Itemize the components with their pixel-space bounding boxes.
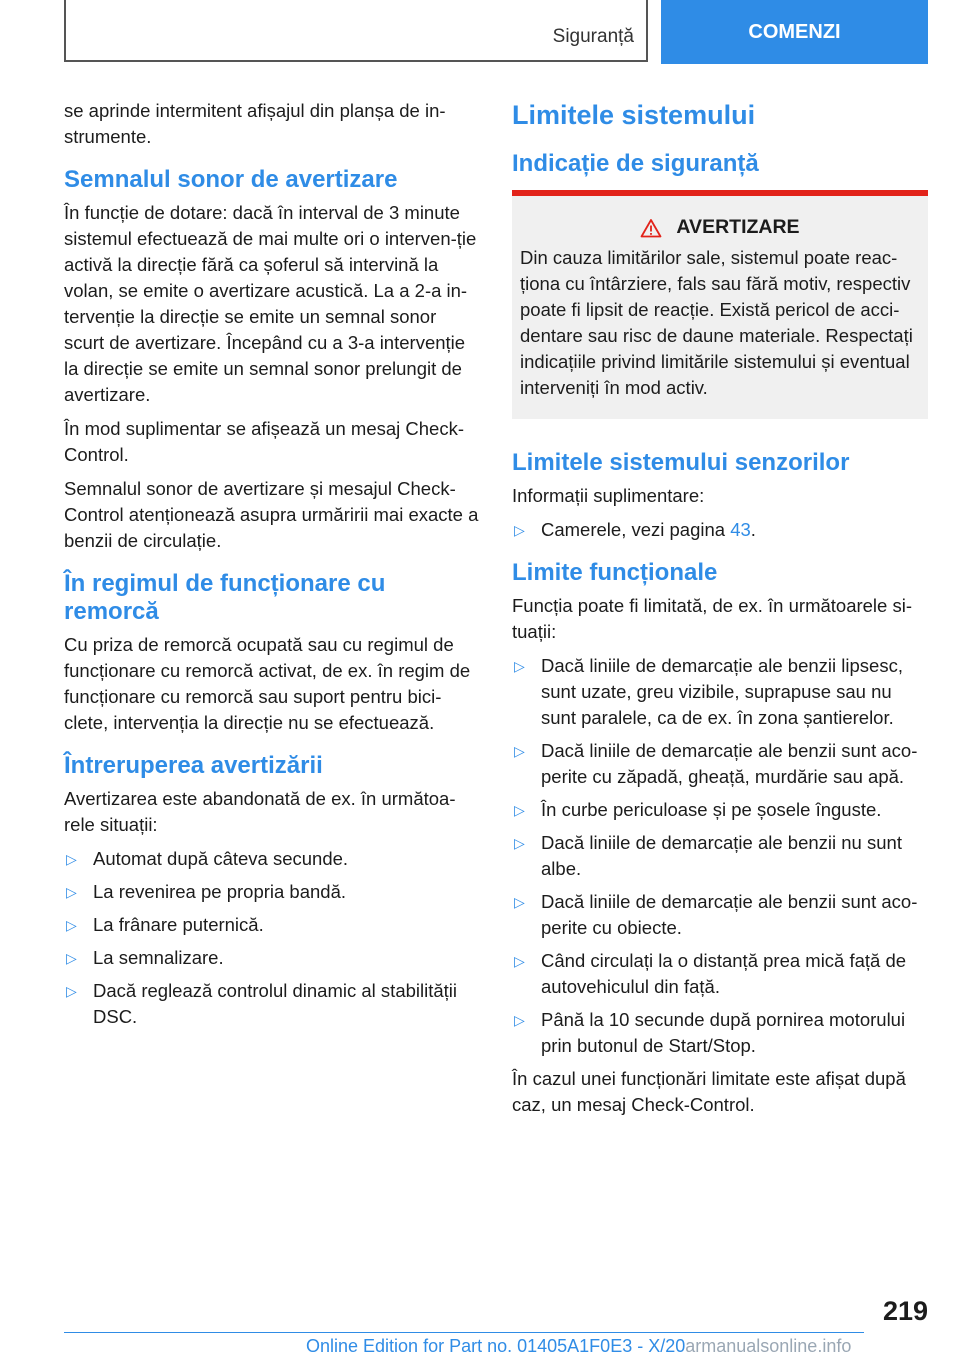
sound-paragraph-1: În funcție de dotare: dacă în interval de 3 minute sistemul efectuează de mai multe ori o interven-ție activă la direcție fără ca șoferul să intervină la volan, se emite o avertizare acustică. La a 2-a in-tervenție la direcție se emite un semnal sonor scurt de avertizare. Începând cu a 3-a intervenție la direcție se emite un semnal sonor prelungit de avertizare. <box>64 202 477 405</box>
list-item <box>512 1007 928 1059</box>
functional-list <box>512 653 928 1059</box>
list-item-text: Până la 10 secunde după pornirea motorului prin butonul de Start/Stop. <box>541 1009 906 1056</box>
footer-edition-text: Online Edition for Part no. 01405A1F0E3 - X/20 <box>306 1336 686 1356</box>
warning-triangle-icon <box>640 218 662 238</box>
triangle-right-icon: ▷ <box>514 953 525 969</box>
trailer-paragraph: Cu priza de remorcă ocupată sau cu regimul de funcționare cu remorcă activat, de ex. în regim de funcționare cu remorcă sau suport pentru bici-clete, intervenția la direcție nu se efectuează. <box>64 634 471 733</box>
list-item-text: La frânare puternică. <box>93 914 264 935</box>
interruption-list <box>64 846 480 1030</box>
warning-title-text: AVERTIZARE <box>676 216 800 238</box>
triangle-right-icon: ▷ <box>514 894 525 910</box>
closing-paragraph: În cazul unei funcționări limitate este afișat după caz, un mesaj Check-Control. <box>512 1068 906 1115</box>
heading-sensor-limits: Limitele sistemului senzorilor <box>512 449 850 476</box>
sound-paragraph-2: În mod suplimentar se afișează un mesaj Check-Control. <box>64 418 464 465</box>
heading-sound-signal: Semnalul sonor de avertizare <box>64 166 398 193</box>
heading-warning-interruption: Întreruperea avertizării <box>64 752 323 779</box>
list-item-text: Dacă reglează controlul dinamic al stabilității DSC. <box>93 980 458 1027</box>
sound-paragraph-3: Semnalul sonor de avertizare și mesajul Check-Control atenționează asupra urmăririi mai exacte a benzii de circulație. <box>64 478 479 551</box>
list-item-punctuation: . <box>750 519 756 540</box>
list-item-text: În curbe periculoase și pe șosele înguste. <box>541 799 882 820</box>
warning-box <box>512 190 928 419</box>
list-item-text: Camerele, vezi pagina <box>541 519 726 540</box>
list-item <box>64 945 480 971</box>
page-number: 219 <box>882 1296 928 1326</box>
page-header <box>64 0 928 64</box>
list-item <box>64 846 480 872</box>
list-item <box>512 948 928 1000</box>
list-item-text: Dacă liniile de demarcație ale benzii sunt aco-perite cu obiecte. <box>541 891 918 938</box>
warning-title <box>520 216 920 239</box>
sensor-list <box>512 517 928 543</box>
list-item-text: La semnalizare. <box>93 947 224 968</box>
list-item <box>512 517 928 543</box>
list-item <box>512 830 928 882</box>
footer-divider <box>64 1332 864 1333</box>
list-item-text: Dacă liniile de demarcație ale benzii nu sunt albe. <box>541 832 902 879</box>
intro-paragraph: se aprinde intermitent afișajul din planșa de in-strumente. <box>64 100 446 147</box>
left-column <box>64 98 480 1037</box>
list-item <box>512 797 928 823</box>
list-item <box>64 912 480 938</box>
triangle-right-icon: ▷ <box>66 950 77 966</box>
right-column <box>512 98 928 1126</box>
triangle-right-icon: ▷ <box>514 835 525 851</box>
list-item <box>64 879 480 905</box>
list-item <box>512 653 928 731</box>
triangle-right-icon: ▷ <box>66 983 77 999</box>
heading-trailer-mode: În regimul de funcționare cu remorcă <box>64 570 386 625</box>
header-section-title: Siguranță <box>552 26 634 47</box>
list-item <box>512 889 928 941</box>
sensor-paragraph: Informații suplimentare: <box>512 485 705 506</box>
triangle-right-icon: ▷ <box>514 522 525 538</box>
triangle-right-icon: ▷ <box>514 743 525 759</box>
page-link[interactable]: 43 <box>730 519 751 540</box>
footer-edition <box>306 1336 926 1357</box>
list-item-text: Automat după câteva secunde. <box>93 848 349 869</box>
heading-functional-limits: Limite funcționale <box>512 559 718 586</box>
triangle-right-icon: ▷ <box>514 1012 525 1028</box>
triangle-right-icon: ▷ <box>514 658 525 674</box>
triangle-right-icon: ▷ <box>66 884 77 900</box>
heading-safety-note: Indicație de siguranță <box>512 150 759 177</box>
interruption-paragraph: Avertizarea este abandonată de ex. în următoa-rele situații: <box>64 788 456 835</box>
triangle-right-icon: ▷ <box>66 917 77 933</box>
warning-text: Din cauza limitărilor sale, sistemul poate reac-ționa cu întârziere, fals sau fără motiv, respectiv poate fi lipsit de reacție. Există pericol de acci-dentare sau risc de daune materiale. Respectați indicațiile privind limitările sistemului și eventual interveniți în mod activ. <box>520 247 913 398</box>
triangle-right-icon: ▷ <box>66 851 77 867</box>
heading-system-limits: Limitele sistemului <box>512 100 756 130</box>
list-item-text: Când circulați la o distanță prea mică față de autovehiculul din față. <box>541 950 907 997</box>
list-item-text: La revenirea pe propria bandă. <box>93 881 347 902</box>
functional-paragraph: Funcția poate fi limitată, de ex. în următoarele si-tuații: <box>512 595 912 642</box>
footer-watermark: armanualsonline.info <box>685 1336 852 1356</box>
list-item-text: Dacă liniile de demarcație ale benzii sunt aco-perite cu zăpadă, gheață, murdărie sau apă. <box>541 740 918 787</box>
header-section-box <box>64 0 648 62</box>
triangle-right-icon: ▷ <box>514 802 525 818</box>
list-item <box>64 978 480 1030</box>
list-item-text: Dacă liniile de demarcație ale benzii lipsesc, sunt uzate, greu vizibile, suprapuse sau nu sunt paralele, ca de ex. în zona șantierelor. <box>541 655 903 728</box>
header-chapter-tab[interactable]: COMENZI <box>661 0 928 64</box>
list-item <box>512 738 928 790</box>
